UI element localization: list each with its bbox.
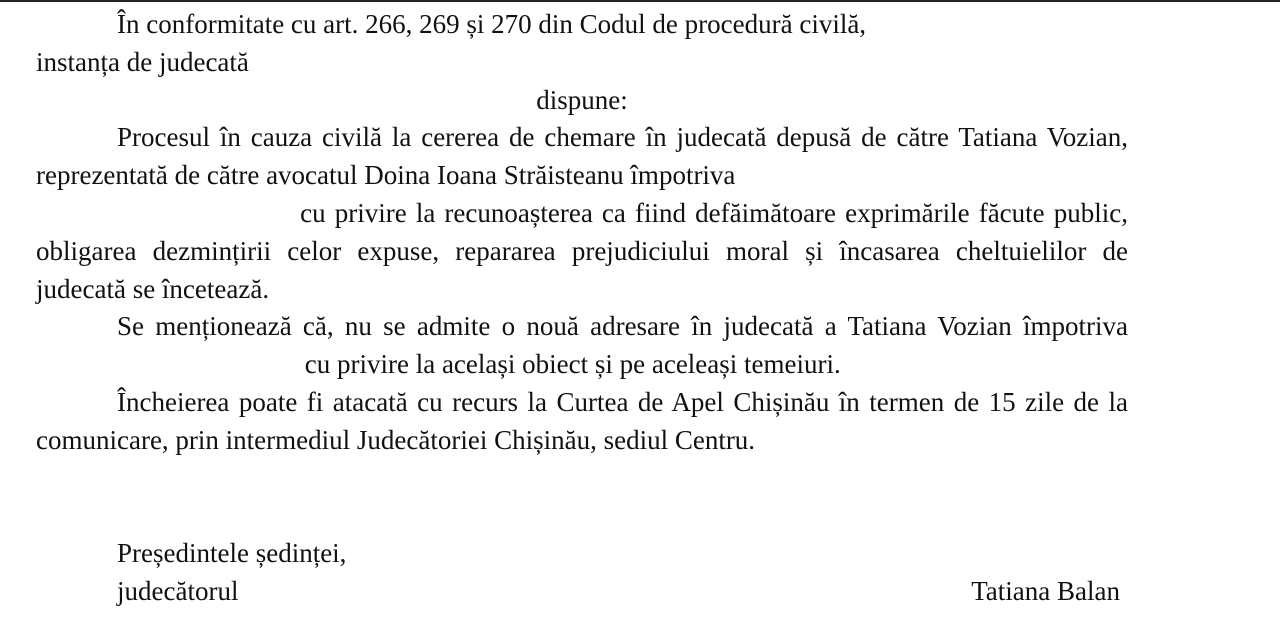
signature-block — [117, 535, 1120, 611]
process-text-part1: Procesul în cauza civilă la cererea de chemare în judecată depusă de către Tatiana Vozian, reprezentată de către avocatul Doina Ioana Străisteanu împotriva — [36, 122, 1128, 191]
paragraph-appeal — [36, 384, 1128, 460]
dispune-text: dispune: — [536, 84, 628, 115]
paragraph-court — [36, 44, 1128, 82]
paragraph-notice — [36, 308, 1128, 384]
dispune-heading — [36, 82, 1128, 120]
notice-text-part1: Se menționează că, nu se admite o nouă adresare în judecată a Tatiana Vozian împotriva — [117, 311, 1128, 342]
signature-role: judecătorul — [117, 575, 239, 606]
appeal-text: Încheierea poate fi atacată cu recurs la Curtea de Apel Chișinău în termen de 15 zile de la comunicare, prin intermediul Judecătoriei Chișinău, sediul Centru. — [36, 386, 1128, 455]
signature-name: Tatiana Balan — [971, 575, 1120, 606]
court-text: instanța de judecată — [36, 46, 249, 77]
paragraph-process — [36, 119, 1128, 308]
signature-title: Președintele ședinței, — [117, 538, 347, 568]
document-body — [36, 6, 1128, 460]
paragraph-legal-basis — [36, 6, 1128, 44]
notice-text-part2: cu privire la același obiect și pe aceleași temeiuri. — [304, 349, 841, 380]
signature-row — [117, 573, 1120, 611]
legal-basis-text: În conformitate cu art. 266, 269 și 270 din Codul de procedură civilă, — [117, 9, 867, 39]
page-top-edge — [0, 0, 1280, 2]
process-text-part2: cu privire la recunoașterea ca fiind defăimătoare exprimările făcute public, obligarea dezmințirii celor expuse, repararea prejudiciului moral și încasarea cheltuielilor de judecată se încetează. — [36, 197, 1129, 304]
